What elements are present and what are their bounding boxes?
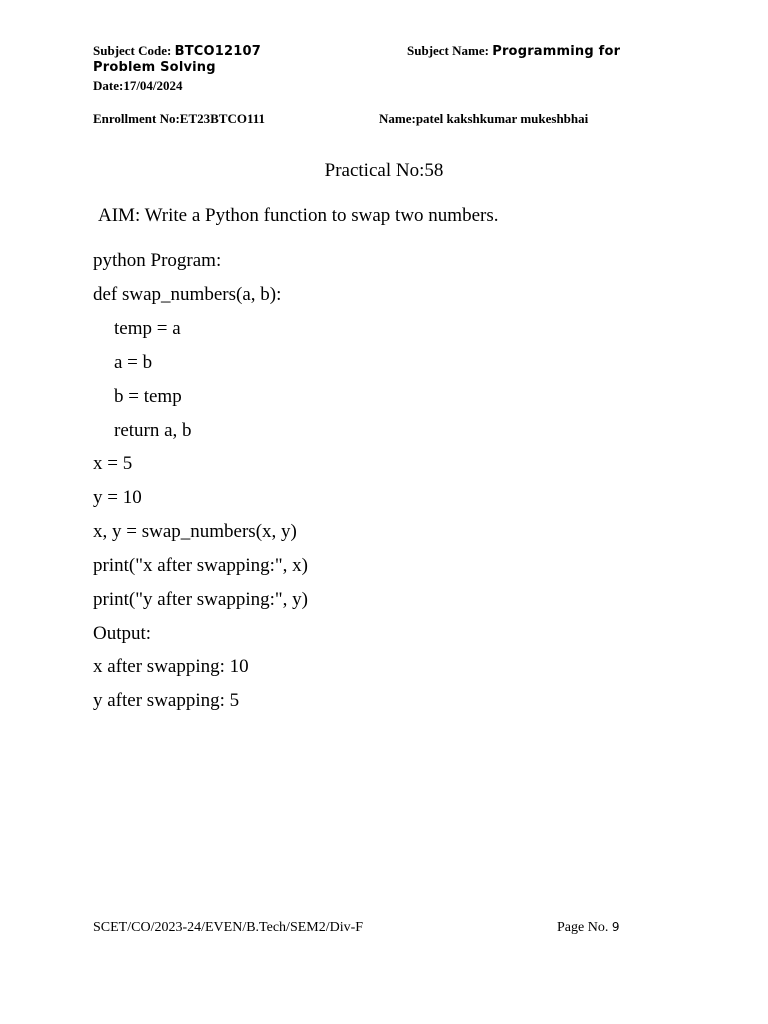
subject-name-value: Programming for — [492, 44, 621, 59]
code-line: x, y = swap_numbers(x, y) — [93, 521, 297, 542]
page-number: 9 — [611, 920, 620, 934]
subject-name — [407, 43, 620, 59]
output-line: y after swapping: 5 — [93, 690, 240, 711]
date: Date:17/04/2024 — [93, 78, 183, 93]
output-heading: Output: — [93, 623, 152, 644]
code-line: x = 5 — [93, 453, 133, 474]
program-heading: python Program: — [93, 250, 222, 271]
code-line: print("x after swapping:", x) — [93, 555, 308, 576]
subject-code-value: BTCO12107 — [174, 44, 262, 59]
enrollment-number: Enrollment No:ET23BTCO111 — [93, 111, 266, 126]
output-line: x after swapping: 10 — [93, 656, 249, 677]
code-line: a = b — [114, 352, 153, 373]
page-label: Page No. — [557, 920, 612, 935]
code-line: b = temp — [114, 386, 182, 407]
footer-course-path: SCET/CO/2023-24/EVEN/B.Tech/SEM2/Div-F — [93, 920, 364, 935]
code-line: return a, b — [114, 420, 192, 441]
practical-title: Practical No:58 — [324, 160, 444, 181]
subject-code-label: Subject Code: — [93, 43, 175, 58]
subject-code — [93, 43, 261, 59]
subject-name-continuation: Problem Solving — [93, 60, 216, 75]
code-line: print("y after swapping:", y) — [93, 589, 308, 610]
code-line: y = 10 — [93, 487, 142, 508]
aim-text: AIM: Write a Python function to swap two numbers. — [98, 205, 499, 226]
student-name: Name:patel kakshkumar mukeshbhai — [379, 111, 589, 126]
footer-page-number — [557, 920, 619, 936]
subject-name-label: Subject Name: — [407, 43, 493, 58]
code-line: def swap_numbers(a, b): — [93, 284, 282, 305]
code-line: temp = a — [114, 318, 181, 339]
